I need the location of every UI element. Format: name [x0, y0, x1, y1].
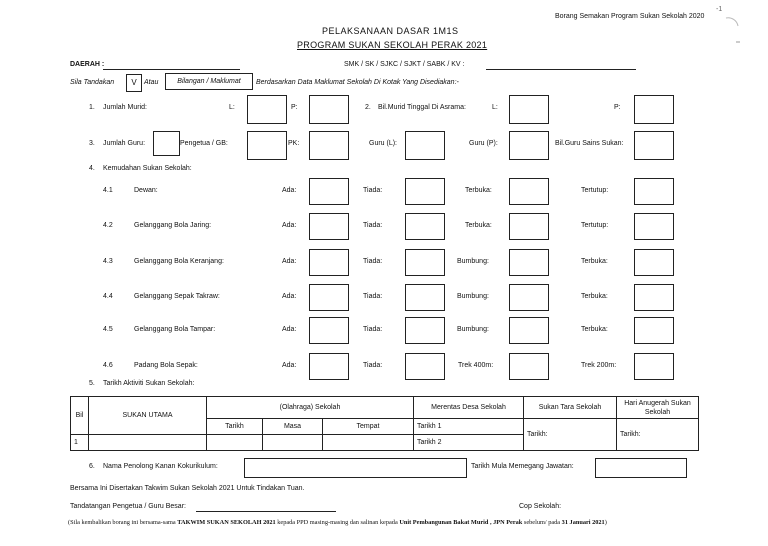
tiada-input[interactable] [405, 317, 445, 344]
q3-sains-input[interactable] [634, 131, 674, 160]
option-c-input[interactable] [509, 249, 549, 276]
q4-number: 4. [89, 165, 95, 172]
tiada-label: Tiada: [363, 362, 383, 369]
q3-pengetua-input[interactable] [247, 131, 287, 160]
q3-jumlah-input[interactable] [153, 131, 180, 156]
corner-mark: -1 [716, 6, 723, 13]
tiada-input[interactable] [405, 353, 445, 380]
option-d-label: Tertutup: [581, 222, 609, 229]
q3-sains-label: Bil.Guru Sains Sukan: [555, 140, 624, 147]
option-c-label: Terbuka: [465, 187, 492, 194]
school-name-field[interactable] [486, 69, 636, 70]
q3-guru-l-input[interactable] [405, 131, 445, 160]
q3-pengetua-label: Pengetua / GB: [180, 140, 228, 147]
tarikh-mula-input[interactable] [595, 458, 687, 478]
q3-number: 3. [89, 140, 95, 147]
option-c-label: Terbuka: [465, 222, 492, 229]
option-d-input[interactable] [634, 284, 674, 311]
q2-l-label: L: [492, 104, 498, 111]
sukan-utama-cell[interactable] [89, 435, 207, 451]
q3-pk-label: PK: [288, 140, 300, 147]
tiada-input[interactable] [405, 284, 445, 311]
tempat-cell[interactable] [323, 435, 414, 451]
tarikh-cell[interactable] [207, 435, 263, 451]
cop-sekolah-label: Cop Sekolah: [519, 503, 562, 510]
merentas-tarikh-2[interactable] [414, 435, 524, 451]
q1-p-input[interactable] [309, 95, 349, 124]
note-mid: kepada PPD masing-masing dan salinan kepada [277, 519, 398, 526]
tarikh-mula-label: Tarikh Mula Memegang Jawatan: [471, 463, 574, 470]
tiada-input[interactable] [405, 213, 445, 240]
option-c-input[interactable] [509, 353, 549, 380]
q1-number: 1. [89, 104, 95, 111]
row-number: 1 [71, 435, 89, 451]
facility-number: 4.5 [103, 326, 113, 333]
q3-guru-p-input[interactable] [509, 131, 549, 160]
option-d-input[interactable] [634, 353, 674, 380]
option-d-input[interactable] [634, 317, 674, 344]
tarikh-label: Tarikh: [620, 431, 641, 438]
ada-input[interactable] [309, 249, 349, 276]
hari-anugerah-tarikh[interactable] [617, 419, 699, 451]
q1-l-input[interactable] [247, 95, 287, 124]
col-sukan-utama: SUKAN UTAMA [89, 397, 207, 435]
option-d-label: Trek 200m: [581, 362, 617, 369]
facility-number: 4.6 [103, 362, 113, 369]
penolong-kanan-input[interactable] [244, 458, 467, 478]
sukan-tara-tarikh[interactable] [524, 419, 617, 451]
ada-label: Ada: [282, 187, 297, 194]
facility-name: Gelanggang Bola Tampar: [134, 326, 216, 333]
atau-text: Atau [144, 79, 159, 86]
punch-hole-icon [722, 14, 742, 50]
option-d-label: Terbuka: [581, 258, 608, 265]
col-sukan-tara: Sukan Tara Sekolah [524, 397, 617, 419]
option-c-input[interactable] [509, 178, 549, 205]
daerah-field[interactable] [103, 69, 240, 70]
q2-number: 2. [365, 104, 371, 111]
tiada-label: Tiada: [363, 187, 383, 194]
tiada-label: Tiada: [363, 258, 383, 265]
sub-tarikh: Tarikh [207, 419, 263, 435]
instruction-suffix: Berdasarkan Data Maklumat Sekolah Di Kotak Yang Disediakan:- [256, 79, 459, 86]
ada-label: Ada: [282, 326, 297, 333]
sub-tempat: Tempat [323, 419, 414, 435]
form-reference: Borang Semakan Program Sukan Sekolah 2020 [555, 13, 705, 20]
q2-l-input[interactable] [509, 95, 549, 124]
tiada-input[interactable] [405, 178, 445, 205]
option-c-label: Trek 400m: [458, 362, 494, 369]
option-d-label: Tertutup: [581, 187, 609, 194]
bilangan-example: Bilangan / Maklumat [165, 73, 253, 90]
masa-cell[interactable] [263, 435, 323, 451]
ada-input[interactable] [309, 213, 349, 240]
note-end: ) [604, 519, 607, 526]
tiada-label: Tiada: [363, 293, 383, 300]
q4-label: Kemudahan Sukan Sekolah: [103, 165, 192, 172]
q6-label: Nama Penolong Kanan Kokurikulum: [103, 463, 218, 470]
option-c-input[interactable] [509, 317, 549, 344]
option-c-label: Bumbung: [457, 258, 489, 265]
q2-p-input[interactable] [634, 95, 674, 124]
ada-label: Ada: [282, 222, 297, 229]
school-type-label: SMK / SK / SJKC / SJKT / SABK / KV : [344, 61, 465, 68]
option-d-input[interactable] [634, 178, 674, 205]
facility-name: Gelanggang Sepak Takraw: [134, 293, 220, 300]
note-pre: (Sila kembalikan borang ini bersama-sama [68, 519, 176, 526]
facility-name: Padang Bola Sepak: [134, 362, 198, 369]
page-title: PELAKSANAAN DASAR 1M1S [322, 26, 459, 36]
col-olahraga: (Olahraga) Sekolah [207, 397, 414, 419]
ada-input[interactable] [309, 284, 349, 311]
facility-number: 4.4 [103, 293, 113, 300]
facility-number: 4.3 [103, 258, 113, 265]
q1-label: Jumlah Murid: [103, 104, 147, 111]
q5-number: 5. [89, 380, 95, 387]
tiada-label: Tiada: [363, 222, 383, 229]
option-c-label: Bumbung: [457, 326, 489, 333]
facility-name: Gelanggang Bola Keranjang: [134, 258, 224, 265]
col-hari-anugerah: Hari Anugerah Sukan Sekolah [617, 397, 699, 419]
tick-example: V [126, 74, 142, 92]
option-d-input[interactable] [634, 249, 674, 276]
col-merentas-desa: Merentas Desa Sekolah [414, 397, 524, 419]
ada-input[interactable] [309, 317, 349, 344]
option-d-label: Terbuka: [581, 293, 608, 300]
facility-number: 4.2 [103, 222, 113, 229]
facility-name: Gelanggang Bola Jaring: [134, 222, 212, 229]
note-unit: Unit Pembangunan Bakat Murid , JPN Perak [399, 519, 523, 526]
option-c-input[interactable] [509, 213, 549, 240]
option-d-input[interactable] [634, 213, 674, 240]
page-subtitle: PROGRAM SUKAN SEKOLAH PERAK 2021 [297, 40, 488, 50]
note-takwim: TAKWIM SUKAN SEKOLAH 2021 [177, 519, 276, 526]
bersama-text: Bersama Ini Disertakan Takwim Sukan Sekolah 2021 Untuk Tindakan Tuan. [70, 485, 305, 492]
sports-activity-table [70, 396, 699, 451]
tandatangan-label: Tandatangan Pengetua / Guru Besar: [70, 503, 186, 510]
ada-input[interactable] [309, 178, 349, 205]
q1-p-label: P: [291, 104, 298, 111]
col-bil: Bil [71, 397, 89, 435]
q3-label: Jumlah Guru: [103, 140, 146, 147]
q3-guru-p-label: Guru (P): [469, 140, 498, 147]
tiada-input[interactable] [405, 249, 445, 276]
tarikh-1-label: Tarikh 1 [417, 423, 442, 430]
q3-pk-input[interactable] [309, 131, 349, 160]
facility-name: Dewan: [134, 187, 158, 194]
option-c-label: Bumbung: [457, 293, 489, 300]
tiada-label: Tiada: [363, 326, 383, 333]
q2-p-label: P: [614, 104, 621, 111]
ada-label: Ada: [282, 293, 297, 300]
daerah-label: DAERAH : [70, 61, 105, 68]
sub-masa: Masa [263, 419, 323, 435]
q1-l-label: L: [229, 104, 235, 111]
q5-label: Tarikh Aktiviti Sukan Sekolah: [103, 380, 195, 387]
option-c-input[interactable] [509, 284, 549, 311]
option-d-label: Terbuka: [581, 326, 608, 333]
note-date: 31 Januari 2021 [561, 519, 605, 526]
note-mid2: sebelum/ pada [523, 519, 561, 526]
return-note [68, 519, 607, 526]
q6-number: 6. [89, 463, 95, 470]
tarikh-label: Tarikh: [527, 431, 548, 438]
signature-field[interactable] [196, 511, 336, 512]
instruction-prefix: Sila Tandakan [70, 79, 115, 86]
merentas-tarikh-1[interactable] [414, 419, 524, 435]
ada-label: Ada: [282, 362, 297, 369]
q2-label: Bil.Murid Tinggal Di Asrama: [378, 104, 466, 111]
ada-input[interactable] [309, 353, 349, 380]
ada-label: Ada: [282, 258, 297, 265]
facility-number: 4.1 [103, 187, 113, 194]
tarikh-2-label: Tarikh 2 [417, 439, 442, 446]
q3-guru-l-label: Guru (L): [369, 140, 398, 147]
